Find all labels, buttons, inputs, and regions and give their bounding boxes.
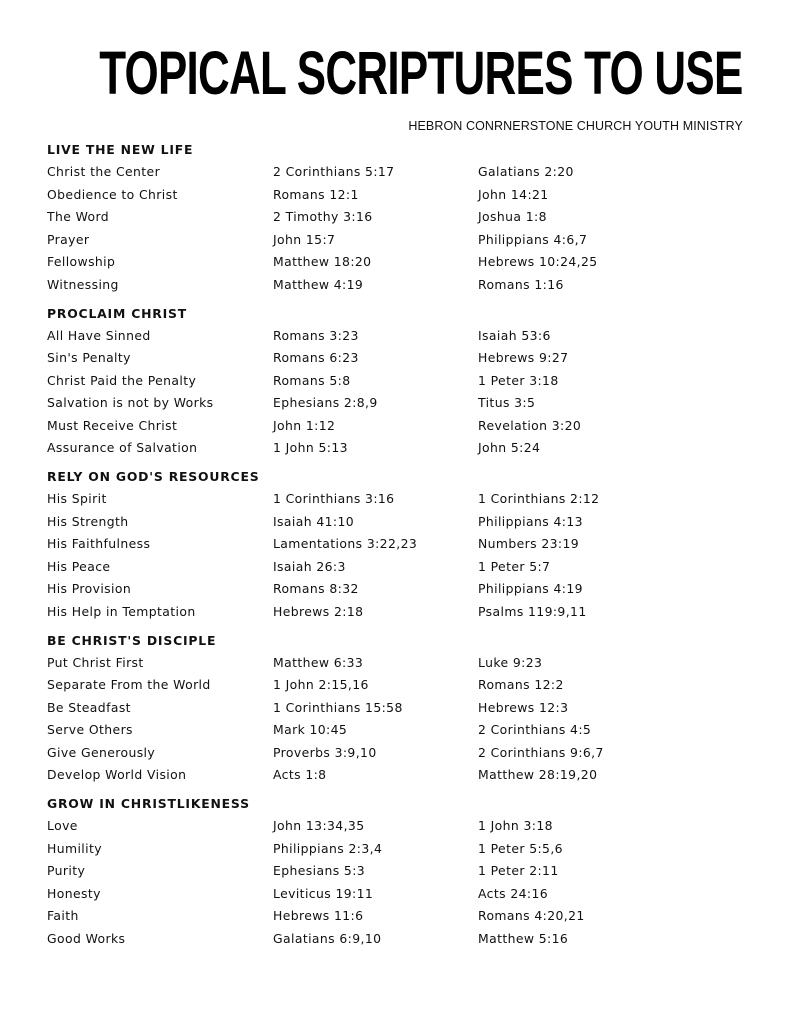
- table-row: [47, 556, 747, 579]
- verse-cell: Philippians 2:3,4: [273, 840, 383, 856]
- topic-cell: Honesty: [47, 885, 101, 901]
- table-row: [47, 815, 747, 838]
- verse-cell: Ephesians 5:3: [273, 863, 366, 878]
- topic-cell: Obedience to Christ: [47, 186, 178, 202]
- verse-cell: 1 Corinthians 2:12: [478, 491, 600, 506]
- topic-cell: His Provision: [47, 581, 132, 596]
- table-row: [47, 437, 747, 460]
- verse-cell: Revelation 3:20: [478, 417, 582, 433]
- table-row: [47, 652, 747, 675]
- verse-cell: Galatians 6:9,10: [273, 930, 382, 946]
- verse-cell: Hebrews 11:6: [273, 908, 364, 923]
- section-live-the-new-life: [47, 139, 747, 296]
- section-title: BE CHRIST'S DISCIPLE: [47, 632, 217, 648]
- topic-cell: Christ the Center: [47, 164, 161, 179]
- verse-cell: 1 Corinthians 3:16: [273, 491, 395, 506]
- table-row: [47, 719, 747, 742]
- topic-cell: Good Works: [47, 930, 126, 946]
- topic-cell: Christ Paid the Penalty: [47, 372, 197, 388]
- topic-cell: Develop World Vision: [47, 767, 187, 782]
- verse-cell: Romans 5:8: [273, 372, 351, 388]
- verse-cell: Galatians 2:20: [478, 164, 574, 179]
- verse-cell: Mark 10:45: [273, 722, 348, 737]
- verse-cell: 1 Peter 5:7: [478, 558, 551, 574]
- section-be-christs-disciple: [47, 630, 747, 787]
- topic-cell: Purity: [47, 863, 86, 878]
- topic-cell: Assurance of Salvation: [47, 440, 198, 455]
- verse-cell: Isaiah 41:10: [273, 513, 355, 529]
- section-title: PROCLAIM CHRIST: [47, 305, 187, 321]
- topic-cell: His Strength: [47, 513, 129, 529]
- table-row: [47, 742, 747, 765]
- table-row: [47, 274, 747, 297]
- verse-cell: 1 John 3:18: [478, 818, 553, 833]
- verse-cell: Romans 8:32: [273, 581, 359, 596]
- verse-cell: Joshua 1:8: [478, 209, 547, 224]
- section-grow-in-christlikeness: [47, 793, 747, 950]
- section-rely-on-gods-resources: [47, 466, 747, 623]
- table-row: [47, 229, 747, 252]
- table-row: [47, 860, 747, 883]
- verse-cell: 1 John 5:13: [273, 440, 348, 455]
- topic-cell: Prayer: [47, 231, 90, 247]
- topic-cell: Fellowship: [47, 254, 116, 269]
- table-row: [47, 674, 747, 697]
- topic-cell: Serve Others: [47, 722, 133, 737]
- table-row: [47, 161, 747, 184]
- topic-cell: Sin's Penalty: [47, 350, 131, 365]
- table-row: [47, 601, 747, 624]
- verse-cell: Hebrews 2:18: [273, 603, 364, 619]
- verse-cell: Hebrews 10:24,25: [478, 254, 598, 269]
- verse-cell: 2 Corinthians 4:5: [478, 722, 592, 737]
- verse-cell: Ephesians 2:8,9: [273, 395, 378, 410]
- table-row: [47, 764, 747, 787]
- section-proclaim-christ: [47, 303, 747, 460]
- verse-cell: 2 Timothy 3:16: [273, 209, 373, 224]
- verse-cell: Matthew 28:19,20: [478, 767, 598, 782]
- verse-cell: Proverbs 3:9,10: [273, 744, 377, 760]
- verse-cell: Romans 1:16: [478, 276, 564, 292]
- verse-cell: John 5:24: [478, 440, 541, 455]
- verse-cell: Philippians 4:19: [478, 581, 583, 596]
- verse-cell: Philippians 4:6,7: [478, 231, 588, 247]
- verse-cell: John 13:34,35: [273, 818, 365, 833]
- verse-cell: John 14:21: [478, 186, 549, 202]
- table-row: [47, 928, 747, 951]
- verse-cell: 1 Corinthians 15:58: [273, 699, 403, 715]
- verse-cell: 1 Peter 2:11: [478, 863, 559, 878]
- topic-cell: Separate From the World: [47, 677, 211, 692]
- verse-cell: Numbers 23:19: [478, 536, 580, 551]
- topic-cell: Salvation is not by Works: [47, 395, 214, 410]
- table-row: [47, 533, 747, 556]
- verse-cell: Acts 24:16: [478, 885, 549, 901]
- verse-cell: John 15:7: [273, 231, 336, 247]
- topic-cell: Humility: [47, 840, 102, 856]
- table-row: [47, 697, 747, 720]
- verse-cell: 1 John 2:15,16: [273, 677, 369, 692]
- verse-cell: Romans 6:23: [273, 350, 359, 365]
- topic-cell: Be Steadfast: [47, 699, 131, 715]
- verse-cell: Matthew 5:16: [478, 930, 569, 946]
- verse-cell: 1 Peter 5:5,6: [478, 840, 563, 856]
- page-subtitle: HEBRON CONRNERSTONE CHURCH YOUTH MINISTRY: [408, 119, 743, 133]
- table-row: [47, 370, 747, 393]
- table-row: [47, 184, 747, 207]
- verse-cell: John 1:12: [273, 417, 336, 433]
- topic-cell: All Have Sinned: [47, 327, 151, 343]
- table-row: [47, 578, 747, 601]
- verse-cell: Romans 12:2: [478, 677, 564, 692]
- section-title: LIVE THE NEW LIFE: [47, 142, 194, 157]
- verse-cell: Romans 12:1: [273, 186, 359, 202]
- table-row: [47, 392, 747, 415]
- table-row: [47, 838, 747, 861]
- verse-cell: Romans 3:23: [273, 327, 359, 343]
- table-row: [47, 206, 747, 229]
- verse-cell: Matthew 6:33: [273, 654, 364, 670]
- scripture-list: [47, 139, 747, 950]
- verse-cell: Luke 9:23: [478, 654, 543, 670]
- verse-cell: Matthew 18:20: [273, 254, 372, 269]
- topic-cell: Witnessing: [47, 276, 119, 292]
- table-row: [47, 251, 747, 274]
- topic-cell: Love: [47, 818, 78, 833]
- topic-cell: His Spirit: [47, 491, 107, 506]
- verse-cell: 2 Corinthians 9:6,7: [478, 744, 604, 760]
- table-row: [47, 347, 747, 370]
- section-title: GROW IN CHRISTLIKENESS: [47, 796, 250, 811]
- verse-cell: 2 Corinthians 5:17: [273, 164, 395, 179]
- table-row: [47, 905, 747, 928]
- topic-cell: Must Receive Christ: [47, 417, 178, 433]
- verse-cell: Leviticus 19:11: [273, 885, 374, 901]
- topic-cell: His Peace: [47, 558, 111, 574]
- page-title: TOPICAL SCRIPTURES TO USE: [99, 39, 743, 107]
- topic-cell: His Faithfulness: [47, 536, 151, 551]
- verse-cell: Lamentations 3:22,23: [273, 536, 418, 551]
- verse-cell: Philippians 4:13: [478, 513, 583, 529]
- table-row: [47, 415, 747, 438]
- topic-cell: Give Generously: [47, 744, 156, 760]
- verse-cell: Hebrews 12:3: [478, 699, 569, 715]
- section-title: RELY ON GOD'S RESOURCES: [47, 469, 260, 484]
- table-row: [47, 325, 747, 348]
- verse-cell: Romans 4:20,21: [478, 908, 585, 923]
- verse-cell: Titus 3:5: [478, 395, 536, 410]
- verse-cell: Psalms 119:9,11: [478, 603, 587, 619]
- verse-cell: Matthew 4:19: [273, 276, 364, 292]
- topic-cell: His Help in Temptation: [47, 603, 196, 619]
- topic-cell: Faith: [47, 908, 79, 923]
- topic-cell: Put Christ First: [47, 654, 144, 670]
- verse-cell: Hebrews 9:27: [478, 350, 569, 365]
- verse-cell: Isaiah 26:3: [273, 558, 346, 574]
- verse-cell: 1 Peter 3:18: [478, 372, 559, 388]
- topic-cell: The Word: [47, 209, 110, 224]
- verse-cell: Isaiah 53:6: [478, 327, 551, 343]
- table-row: [47, 488, 747, 511]
- table-row: [47, 883, 747, 906]
- verse-cell: Acts 1:8: [273, 767, 327, 782]
- table-row: [47, 511, 747, 534]
